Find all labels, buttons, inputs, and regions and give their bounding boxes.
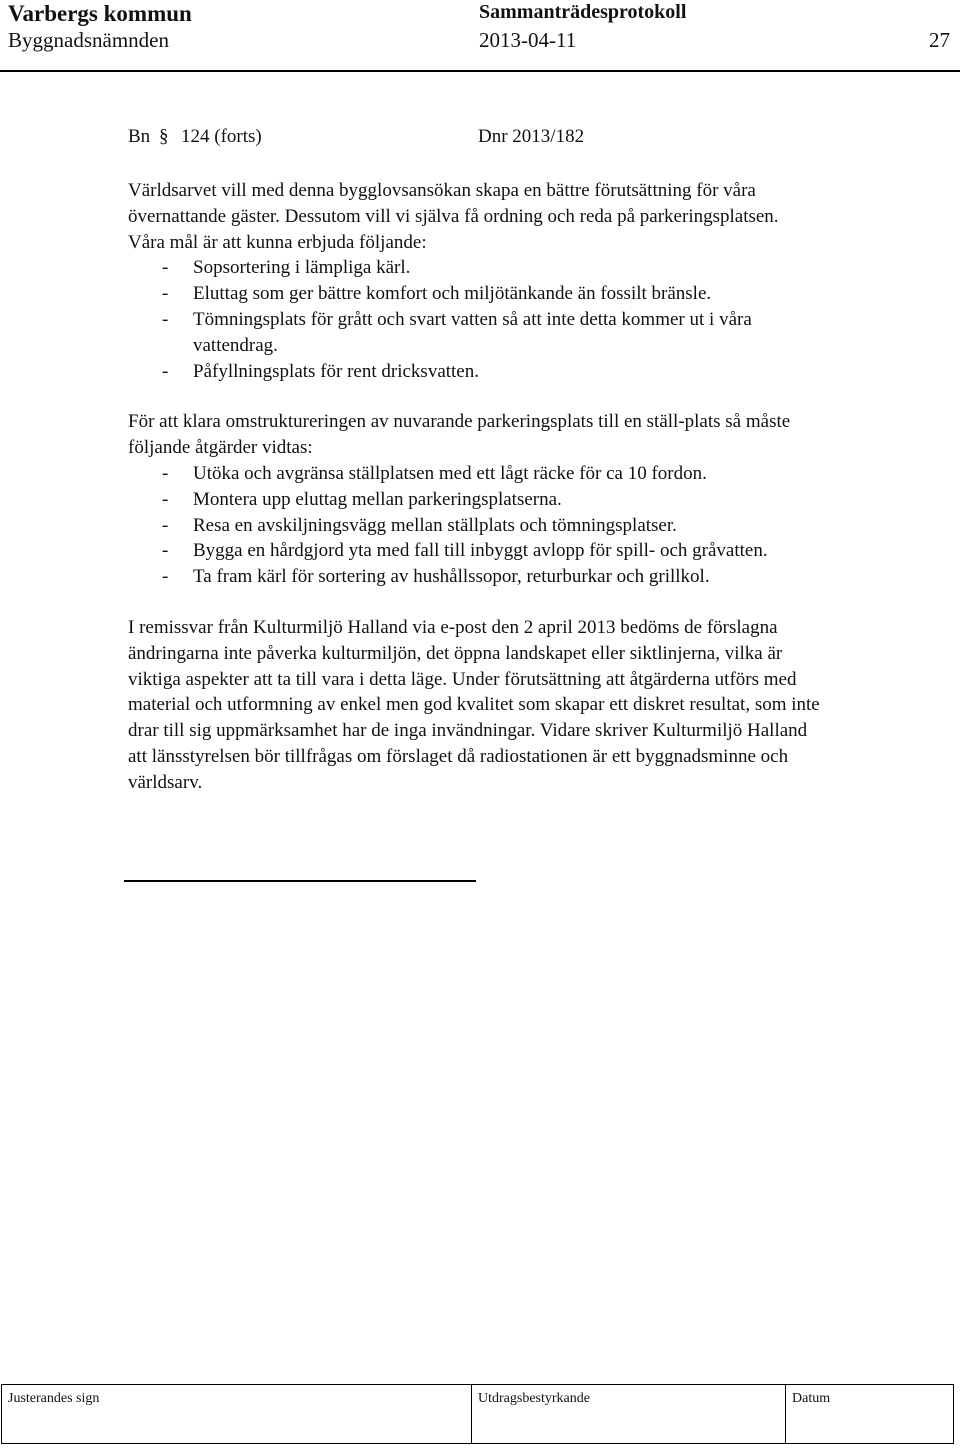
list-item: - Tömningsplats för grått och svart vatten så att inte detta kommer ut i våra vattendrag. [128, 307, 828, 359]
list-item: - Sopsortering i lämpliga kärl. [128, 255, 828, 281]
justerandes-sign-label: Justerandes sign [8, 1391, 100, 1406]
list-item: - Påfyllningsplats för rent dricksvatten. [128, 359, 828, 385]
case-number: 124 (forts) [181, 126, 262, 147]
meeting-date: 2013-04-11 [479, 28, 577, 52]
list-item: - Resa en avskiljningsvägg mellan ställplats och tömningsplatser. [128, 513, 828, 539]
section-end-rule [124, 880, 476, 882]
utdragsbestyrkande-label: Utdragsbestyrkande [478, 1391, 590, 1406]
goals-intro: Våra mål är att kunna erbjuda följande: [128, 231, 427, 253]
page-number: 27 [929, 28, 950, 52]
paragraph-intro: Världsarvet vill med denna bygglovsansökan skapa en bättre förutsättning för våra övernattande gäster. Dessutom vill vi själva få ordning och reda på parkeringsplatsen. [128, 180, 779, 227]
case-reference [128, 124, 828, 150]
list-item: - Ta fram kärl för sortering av hushållssopor, returburkar och grillkol. [128, 564, 828, 590]
utdragsbestyrkande-cell [472, 1385, 786, 1443]
list-item: - Utöka och avgränsa ställplatsen med ett lågt räcke för ca 10 fordon. [128, 461, 828, 487]
datum-label: Datum [792, 1391, 831, 1406]
justerandes-sign-cell [2, 1385, 472, 1443]
document-type: Sammanträdesprotokoll [479, 1, 687, 23]
organization-name: Varbergs kommun [8, 1, 192, 26]
signature-footer [1, 1384, 954, 1444]
document-body [128, 124, 828, 796]
section-sign: § [159, 126, 169, 147]
department-name: Byggnadsnämnden [8, 28, 169, 52]
measures-list [128, 461, 828, 590]
paragraph-consultation: I remissvar från Kulturmiljö Halland via e-post den 2 april 2013 bedöms de förslagna ändringarna inte påverka kulturmiljön, det öppna landskapet eller siktlinjerna, vilka är viktiga aspekter att ta till vara i detta läge. Under förutsättning att åtgärderna utförs med material och utformning av enkel men god kvalitet som skapar ett diskret resultat, som inte drar till sig uppmärksamhet har de inga invändningar. Vidare skriver Kulturmiljö Halland att länsstyrelsen bör tillfrågas om förslaget då radiostationen är ett byggnadsminne och världsarv. [128, 616, 820, 793]
list-item: - Bygga en hårdgjord yta med fall till inbyggt avlopp för spill- och gråvatten. [128, 538, 828, 564]
paragraph-measures: För att klara omstruktureringen av nuvarande parkeringsplats till en ställ-plats så måste följande åtgärder vidtas: [128, 411, 791, 459]
datum-cell [786, 1385, 953, 1443]
goals-list [128, 255, 828, 384]
case-prefix: Bn [128, 126, 151, 147]
list-item: - Montera upp eluttag mellan parkeringsplatserna. [128, 487, 828, 513]
diary-number: Dnr 2013/182 [478, 126, 585, 147]
header-divider [0, 70, 960, 72]
list-item: - Eluttag som ger bättre komfort och miljötänkande än fossilt bränsle. [128, 281, 828, 307]
